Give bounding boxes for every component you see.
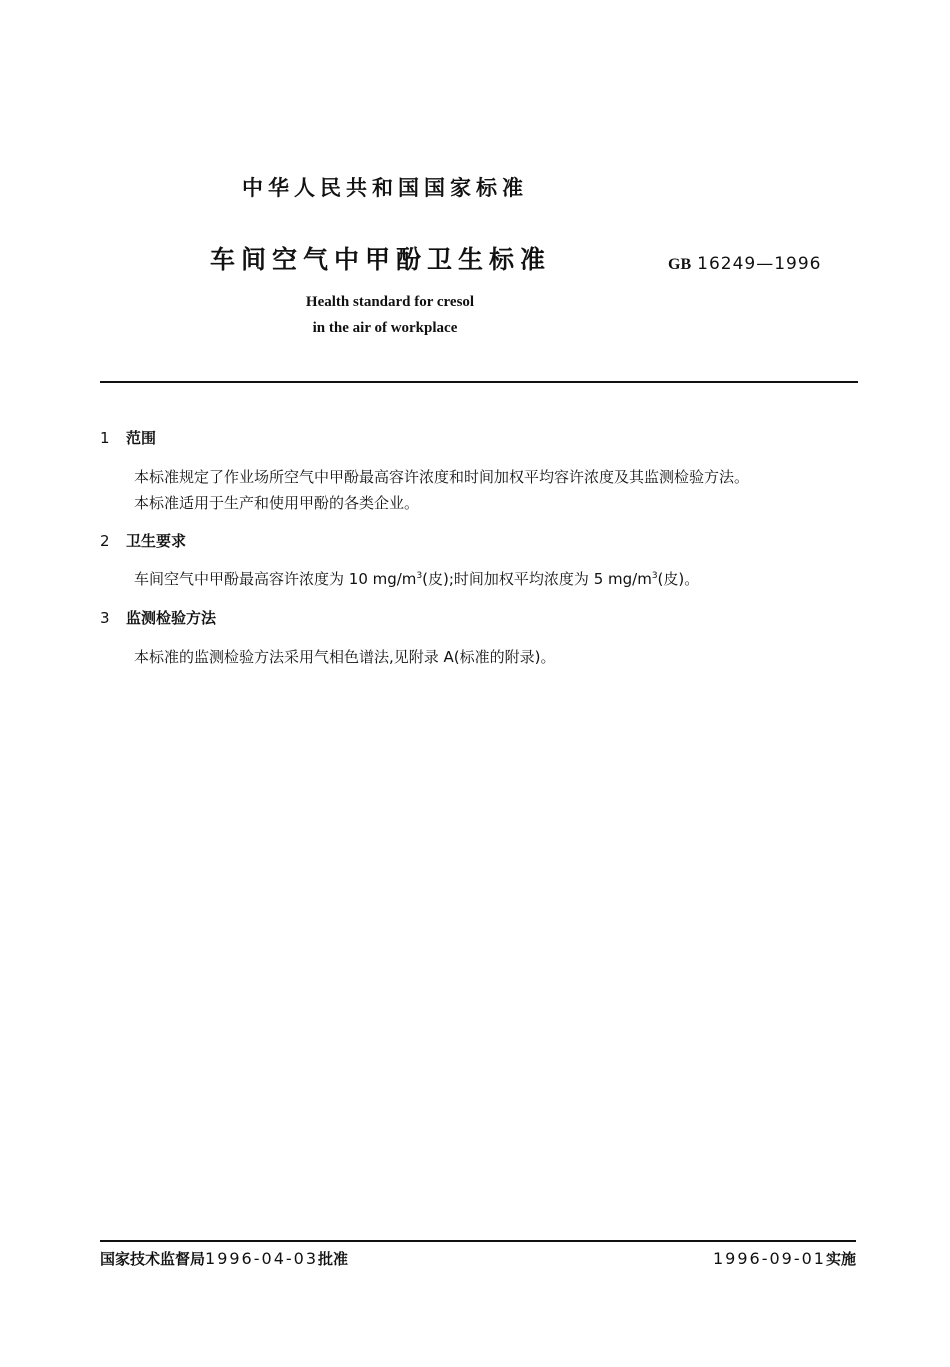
superscript: 3 xyxy=(651,571,658,581)
section-title: 卫生要求 xyxy=(126,532,187,550)
section-3-paragraph: 本标准的监测检验方法采用气相色谱法,见附录 A(标准的附录)。 xyxy=(134,648,556,666)
paragraph-text: (皮);时间加权平均浓度为 5 mg/m xyxy=(422,570,652,588)
section-number: 1 xyxy=(100,429,110,447)
standard-number xyxy=(668,254,821,274)
standard-prefix: GB xyxy=(668,256,692,273)
national-standard-heading: 中华人民共和国国家标准 xyxy=(242,176,528,200)
superscript: 3 xyxy=(416,571,423,581)
section-1-paragraph-2: 本标准适用于生产和使用甲酚的各类企业。 xyxy=(134,494,420,512)
approval-line xyxy=(100,1248,348,1269)
section-3-heading xyxy=(100,607,216,628)
standard-code: 16249—1996 xyxy=(697,254,822,274)
issuer: 国家技术监督局 xyxy=(100,1250,206,1268)
english-title-line-2: in the air of workplace xyxy=(312,320,458,336)
approved-label: 批准 xyxy=(318,1250,349,1268)
effective-date: 1996-09-01 xyxy=(713,1249,826,1268)
section-title: 范围 xyxy=(126,429,157,447)
approved-date: 1996-04-03 xyxy=(205,1249,318,1268)
paragraph-text: (皮)。 xyxy=(657,570,700,588)
paragraph-text: 车间空气中甲酚最高容许浓度为 10 mg/m xyxy=(134,570,417,588)
effective-line xyxy=(713,1248,856,1269)
english-title-line-1: Health standard for cresol xyxy=(305,294,475,310)
section-2-heading xyxy=(100,530,186,551)
document-title: 车间空气中甲酚卫生标准 xyxy=(210,245,552,274)
footer-divider xyxy=(100,1240,856,1242)
section-1-heading xyxy=(100,427,156,448)
section-2-paragraph xyxy=(134,568,699,589)
effective-label: 实施 xyxy=(825,1250,856,1268)
section-number: 2 xyxy=(100,532,110,550)
section-number: 3 xyxy=(100,609,110,627)
header-divider xyxy=(100,381,858,383)
section-title: 监测检验方法 xyxy=(126,609,217,627)
section-1-paragraph-1: 本标准规定了作业场所空气中甲酚最高容许浓度和时间加权平均容许浓度及其监测检验方法。 xyxy=(134,468,750,486)
